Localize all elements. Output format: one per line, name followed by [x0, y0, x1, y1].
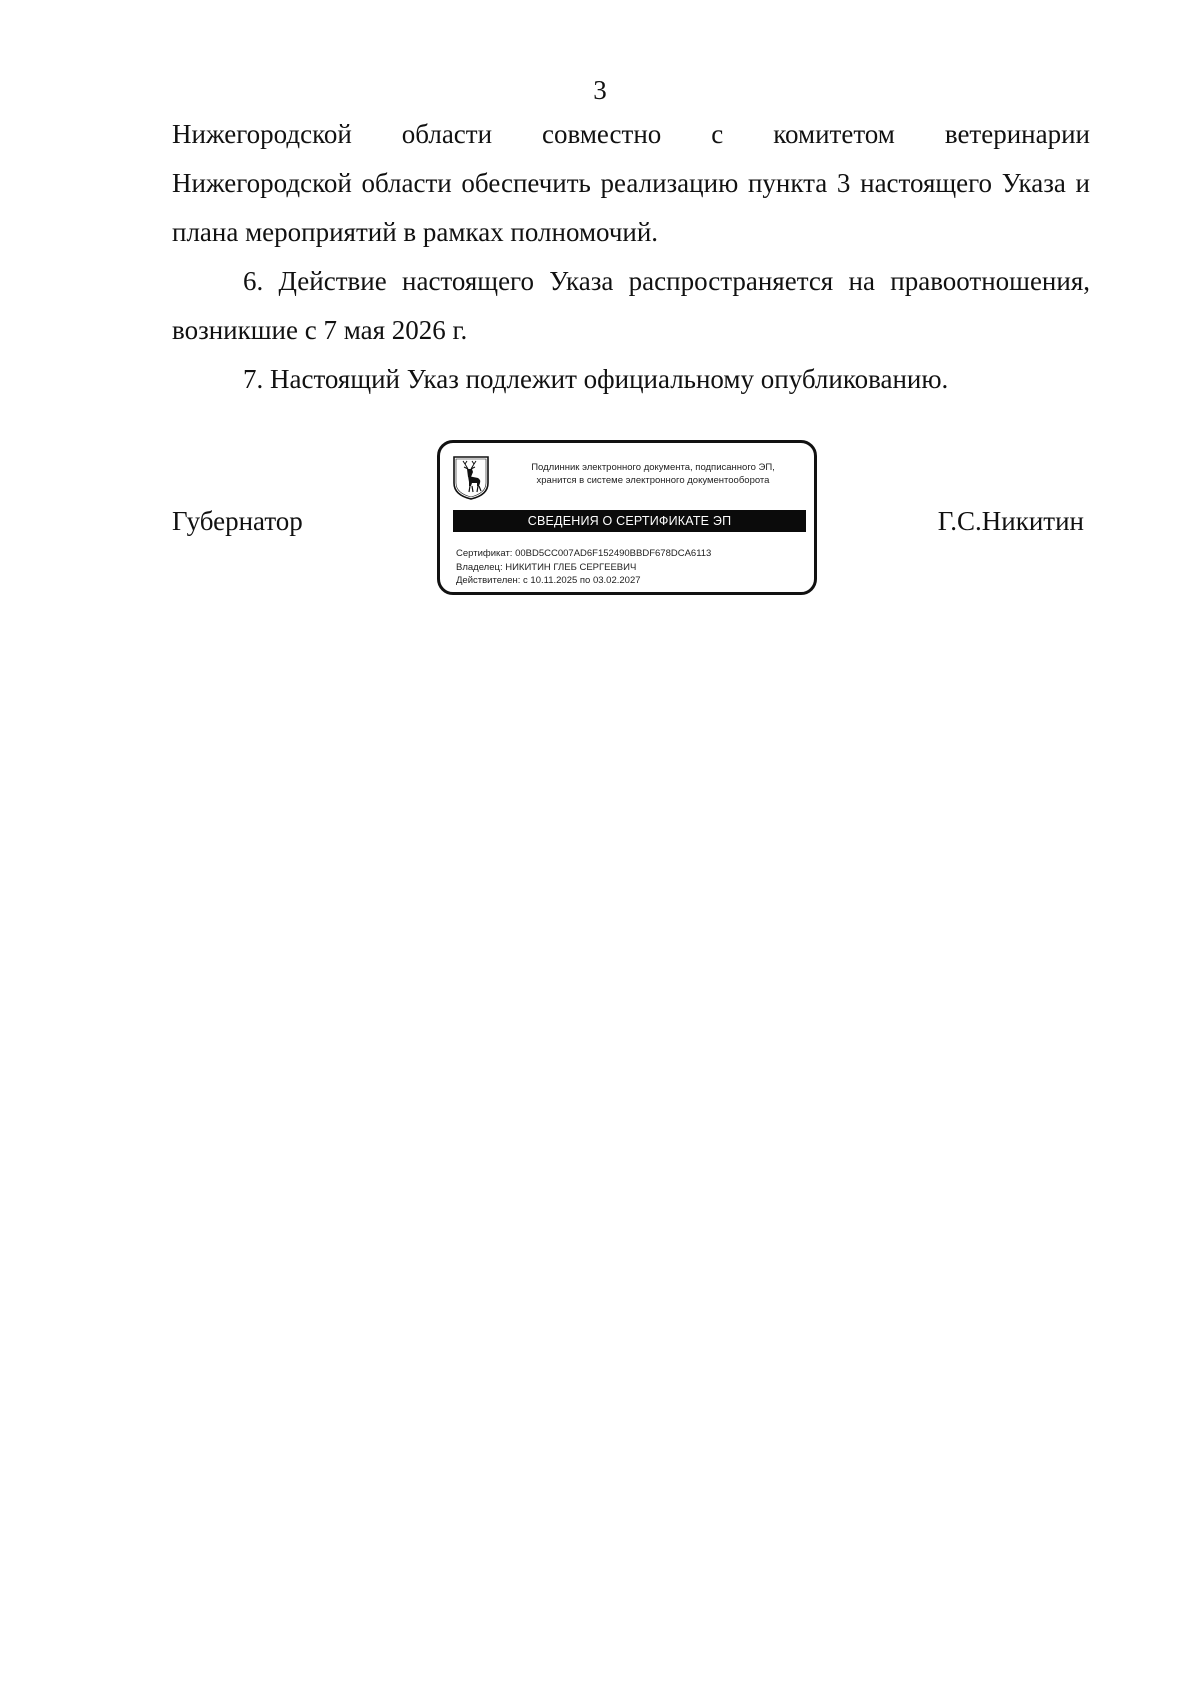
stamp-header-line: Подлинник электронного документа, подписанного ЭП, [531, 462, 775, 473]
paragraph-7: 7. Настоящий Указ подлежит официальному опубликованию. [243, 364, 949, 394]
stamp-header-line: хранится в системе электронного документооборота [536, 475, 770, 486]
paragraph-6: 6. Действие настоящего Указа распространяется на правоотношения, возникшие с 7 мая 2026 г. [172, 266, 1090, 345]
paragraph-continuation [172, 110, 1090, 257]
stamp-header [498, 461, 808, 487]
signature-block [172, 440, 1090, 610]
word: комитетом [773, 119, 895, 149]
paragraph-text: Нижегородской области обеспечить реализацию пункта 3 настоящего Указа и плана мероприятий в рамках полномочий. [172, 168, 1090, 247]
certificate-validity: Действителен: с 10.11.2025 по 03.02.2027 [456, 575, 641, 586]
electronic-signature-stamp [437, 440, 817, 595]
page-number: 3 [593, 75, 607, 105]
word: совместно [542, 119, 662, 149]
paragraph-first-line [172, 110, 1090, 159]
word: с [711, 119, 724, 149]
signer-name: Г.С.Никитин [937, 506, 1084, 536]
certificate-details [456, 547, 711, 588]
word: Нижегородской [172, 119, 352, 149]
certificate-number: Сертификат: 00BD5CC007AD6F152490BBDF678DCA6113 [456, 548, 712, 559]
certificate-owner: Владелец: НИКИТИН ГЛЕБ СЕРГЕЕВИЧ [456, 561, 637, 573]
word: ветеринарии [944, 119, 1090, 149]
word: области [401, 119, 493, 149]
certificate-banner: СВЕДЕНИЯ О СЕРТИФИКАТЕ ЭП [453, 510, 806, 532]
signer-title: Губернатор [172, 506, 303, 536]
document-body [172, 110, 1090, 404]
nizhny-novgorod-deer-coat-of-arms-icon [452, 455, 490, 501]
